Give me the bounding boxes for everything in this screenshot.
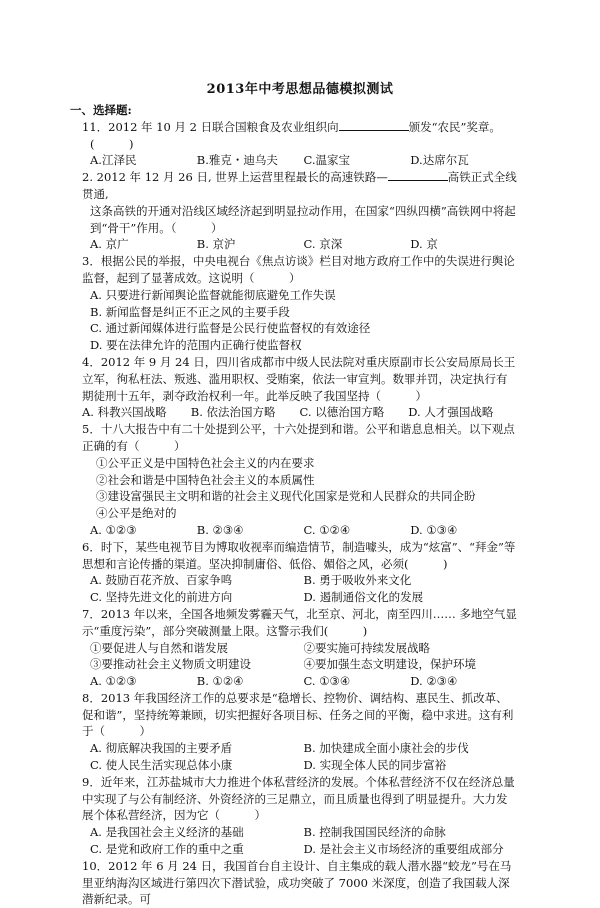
option-d: D. ②③④ bbox=[410, 674, 458, 689]
option-d: D. 遏制通俗文化的发展 bbox=[303, 590, 424, 605]
option-a: A. 鼓励百花齐放、百家争鸣 bbox=[90, 573, 233, 588]
options bbox=[82, 824, 517, 858]
question-5 bbox=[82, 421, 517, 539]
option-d: D. 实现全体人民的同步富裕 bbox=[303, 758, 447, 773]
option-b: B. ②③④ bbox=[196, 522, 244, 537]
option-c: C. ①②④ bbox=[303, 522, 351, 537]
question-8 bbox=[82, 690, 517, 774]
options bbox=[82, 236, 517, 253]
option-b: B. 新闻监督是纠正不正之风的主要手段 bbox=[90, 304, 290, 319]
question-stem: 6．时下，某些电视节目为博取收视率而编造情节，制造噱头，成为“炫富”、“拜金”等思想和言论传播的渠道。坚决抑制庸俗、低俗、媚俗之风，必须( ) bbox=[82, 539, 516, 571]
option-a: A. 科教兴国战略 bbox=[82, 405, 167, 420]
option-a: A. ①②③ bbox=[90, 674, 137, 689]
question-stem: 高铁正式全线贯通, bbox=[82, 170, 517, 201]
question-7 bbox=[82, 606, 517, 690]
option-a: A.江泽民 bbox=[90, 153, 137, 168]
question-stem: 8．2013 年我国经济工作的总要求是“稳增长、控物价、调结构、惠民生、抓改革、促和谐”，坚持统筹兼顾，切实把握好各项目标、任务之间的平衡，稳中求进。这有利于（ ） bbox=[82, 690, 514, 739]
statements bbox=[82, 640, 517, 674]
options bbox=[82, 740, 517, 774]
statement: ③要推动社会主义物质文明建设 bbox=[90, 657, 251, 672]
answer-parenthesis: ( ) bbox=[90, 136, 134, 151]
question-6 bbox=[82, 539, 517, 606]
option-b: B. 依法治国方略 bbox=[190, 405, 276, 420]
question-stem-cont: 这条高铁的开通对沿线区域经济起到明显拉动作用，在国家“四纵四横”高铁网中将起到“骨干”作用。（ ） bbox=[90, 203, 516, 235]
options bbox=[82, 673, 517, 690]
option-d: D. 是社会主义市场经济的重要组成部分 bbox=[303, 842, 504, 857]
option-c: C. 坚持先进文化的前进方向 bbox=[90, 590, 233, 605]
question-4 bbox=[82, 354, 517, 421]
statement: ①公平正义是中国特色社会主义的内在要求 bbox=[96, 455, 315, 470]
question-stem: 9．近年来，江苏盐城市大力推进个体私营经济的发展。个体私营经济不仅在经济总量中实现了与公有制经济、外资经济的三足鼎立，而且质量也得到了明显提升。大力发展个体私营经济，因为它（ ） bbox=[82, 774, 515, 823]
option-b: B. 京沪 bbox=[196, 237, 236, 252]
options bbox=[82, 152, 517, 169]
question-3 bbox=[82, 253, 517, 354]
option-a: A. 是我国社会主义经济的基础 bbox=[90, 825, 244, 840]
option-d: D.达席尔瓦 bbox=[410, 153, 469, 168]
option-d: D. 京 bbox=[410, 237, 438, 252]
option-c: C. ①③④ bbox=[303, 674, 351, 689]
question-stem: 4．2012 年 9 月 24 日，四川省成都市中级人民法院对重庆原副市长公安局原局长王立军，徇私枉法、叛逃、滥用职权、受贿案，依法一审宣判。数罪并罚，决定执行有期徒刑十五年，剥夺政治权利一年。此举反映了我国坚持（ ） bbox=[82, 354, 516, 403]
question-list bbox=[70, 102, 517, 908]
statement: ③建设富强民主文明和谐的社会主义现代化国家是党和人民群众的共同企盼 bbox=[96, 489, 476, 504]
option-d: D. ①③④ bbox=[410, 522, 458, 537]
question-stem: 2. 2012 年 12 月 26 日, 世界上运营里程最长的高速铁路— bbox=[82, 170, 388, 185]
option-b: B. 勇于吸收外来文化 bbox=[303, 573, 412, 588]
question-stem: 11．2012 年 10 月 2 日联合国粮食及农业组织向 bbox=[82, 119, 339, 134]
option-c: C. 通过新闻媒体进行监督是公民行使监督权的有效途径 bbox=[90, 321, 371, 336]
options bbox=[82, 572, 517, 606]
statement: ①要促进人与自然和谐发展 bbox=[90, 640, 228, 655]
question-stem: 7．2013 年以来，全国各地频发雾霾天气，北至京、河北，南至四川…… 多地空气显示“重度污染”，部分突破测量上限。这警示我们( ) bbox=[82, 606, 517, 638]
question-stem: 5．十八大报告中有二十处提到公平，十六处提到和谐。公平和谐息息相关。以下观点正确的有（ ） bbox=[82, 422, 515, 453]
option-a: A. 京广 bbox=[90, 237, 129, 252]
option-c: C.温家宝 bbox=[303, 153, 351, 168]
option-b: B.雅克・迪乌夫 bbox=[196, 153, 278, 168]
option-b: B. 加快建成全面小康社会的步伐 bbox=[303, 741, 469, 756]
question-stem: 颁发“农民”奖章。 bbox=[408, 119, 501, 134]
question-stem: 10．2012 年 6 月 24 日，我国首台自主设计、自主集成的载人潜水器“蛟龙”号在马里亚纳海沟区域进行第四次下潜试验，成功突破了 7000 米深度，创造了我国载人深潜新纪录。可 bbox=[82, 858, 512, 907]
page-title: 2013年中考思想品德模拟测试 bbox=[206, 82, 394, 97]
section-heading: 一、选择题: bbox=[70, 103, 132, 117]
option-c: C. 以德治国方略 bbox=[299, 405, 385, 420]
statement: ②要实施可持续发展战略 bbox=[303, 640, 430, 655]
statement: ④公平是绝对的 bbox=[96, 506, 177, 521]
question-stem: 3．根据公民的举报，中央电视台《焦点访谈》栏目对地方政府工作中的失误进行舆论监督，起到了显著成效。这说明（ ） bbox=[82, 254, 515, 285]
options bbox=[82, 287, 517, 354]
statement: ④要加强生态文明建设，保护环境 bbox=[303, 657, 476, 672]
answer-blank bbox=[339, 119, 409, 131]
option-c: C. 使人民生活实现总体小康 bbox=[90, 758, 233, 773]
option-c: C. 京深 bbox=[303, 237, 343, 252]
question-10 bbox=[82, 858, 517, 908]
option-a: A. 只要进行新闻舆论监督就能彻底避免工作失误 bbox=[90, 287, 336, 302]
options bbox=[82, 404, 517, 421]
option-b: B. 控制我国国民经济的命脉 bbox=[303, 825, 446, 840]
question-9 bbox=[82, 774, 517, 858]
option-a: A. ①②③ bbox=[90, 522, 137, 537]
question-11 bbox=[82, 119, 517, 169]
option-c: C. 是党和政府工作的重中之重 bbox=[90, 842, 244, 857]
option-b: B. ①②④ bbox=[196, 674, 244, 689]
statement: ②社会和谐是中国特色社会主义的本质属性 bbox=[96, 472, 315, 487]
options bbox=[82, 522, 517, 539]
question-2 bbox=[82, 169, 517, 253]
option-d: D. 人才强国战略 bbox=[408, 405, 494, 420]
option-a: A. 彻底解决我国的主要矛盾 bbox=[90, 741, 233, 756]
answer-blank bbox=[388, 169, 448, 181]
option-d: D. 要在法律允许的范围内正确行使监督权 bbox=[90, 338, 302, 353]
